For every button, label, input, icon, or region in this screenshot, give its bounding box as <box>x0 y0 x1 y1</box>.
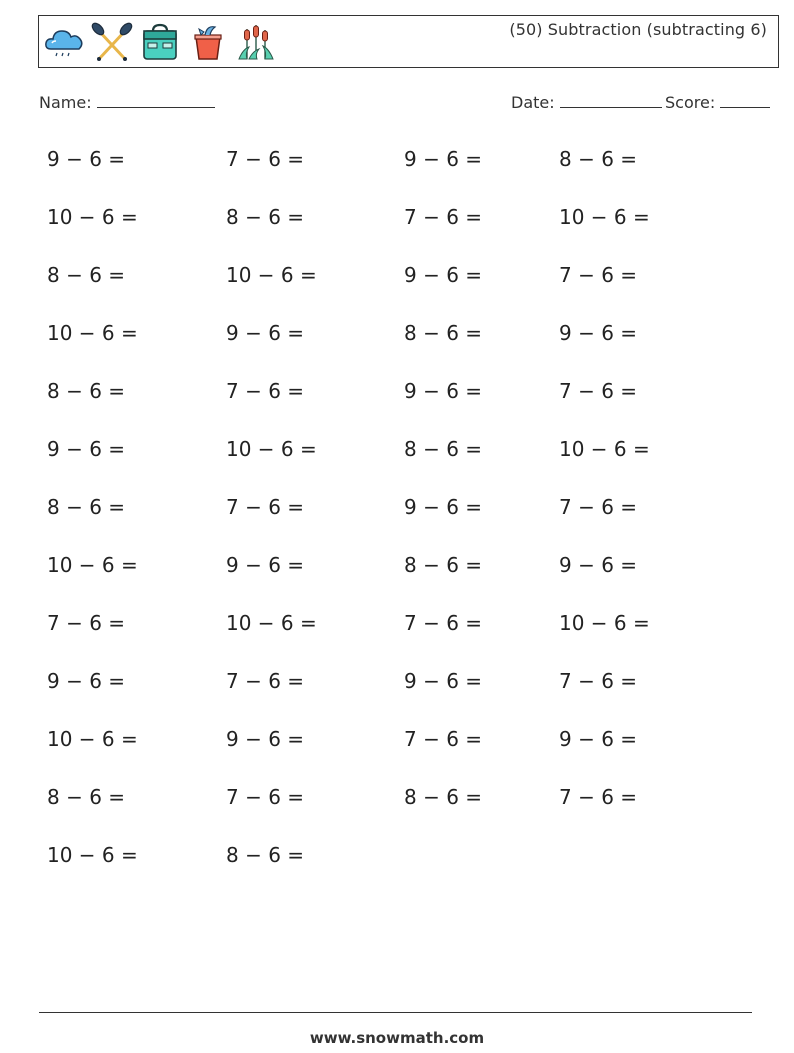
problem-item: 8 − 6 = <box>226 205 305 229</box>
name-blank[interactable] <box>97 94 215 108</box>
problem-item: 8 − 6 = <box>404 785 483 809</box>
score-label: Score: <box>665 93 716 112</box>
problem-item: 8 − 6 = <box>404 437 483 461</box>
problem-item: 10 − 6 = <box>559 437 650 461</box>
problem-item: 7 − 6 = <box>559 495 638 519</box>
problem-item: 10 − 6 = <box>559 205 650 229</box>
cattail-reeds-icon <box>235 21 277 63</box>
name-label: Name: <box>39 93 92 112</box>
fish-bucket-icon <box>187 21 229 63</box>
date-field <box>511 93 662 112</box>
problem-item: 8 − 6 = <box>47 495 126 519</box>
problem-item: 9 − 6 = <box>559 553 638 577</box>
problem-item: 9 − 6 = <box>404 263 483 287</box>
footer-site: www.snowmath.com <box>309 1029 485 1047</box>
problem-item: 8 − 6 = <box>404 553 483 577</box>
problem-item: 10 − 6 = <box>559 611 650 635</box>
problem-item: 10 − 6 = <box>47 843 138 867</box>
problem-item: 7 − 6 = <box>226 669 305 693</box>
problem-item: 8 − 6 = <box>47 785 126 809</box>
cooler-box-icon <box>139 21 181 63</box>
problem-item: 9 − 6 = <box>404 669 483 693</box>
problem-item: 7 − 6 = <box>226 147 305 171</box>
problem-item: 9 − 6 = <box>226 321 305 345</box>
problem-item: 9 − 6 = <box>404 379 483 403</box>
worksheet-header <box>38 15 779 68</box>
problem-item: 7 − 6 = <box>559 263 638 287</box>
header-icons <box>43 20 277 64</box>
problem-item: 8 − 6 = <box>559 147 638 171</box>
problem-item: 7 − 6 = <box>226 785 305 809</box>
problem-item: 7 − 6 = <box>226 379 305 403</box>
problem-item: 10 − 6 = <box>47 553 138 577</box>
problem-item: 10 − 6 = <box>47 205 138 229</box>
problem-item: 9 − 6 = <box>559 727 638 751</box>
problem-item: 7 − 6 = <box>559 669 638 693</box>
problem-item: 7 − 6 = <box>559 379 638 403</box>
problem-item: 9 − 6 = <box>559 321 638 345</box>
date-blank[interactable] <box>560 94 662 108</box>
problem-item: 8 − 6 = <box>226 843 305 867</box>
problem-item: 9 − 6 = <box>47 669 126 693</box>
score-field <box>665 93 770 112</box>
problem-item: 8 − 6 = <box>47 263 126 287</box>
problem-item: 10 − 6 = <box>47 727 138 751</box>
problem-item: 9 − 6 = <box>226 553 305 577</box>
problem-item: 7 − 6 = <box>559 785 638 809</box>
problem-item: 8 − 6 = <box>47 379 126 403</box>
problem-item: 9 − 6 = <box>47 147 126 171</box>
problem-item: 7 − 6 = <box>404 205 483 229</box>
worksheet-title: (50) Subtraction (subtracting 6) <box>509 20 767 39</box>
problem-item: 9 − 6 = <box>47 437 126 461</box>
problem-item: 10 − 6 = <box>47 321 138 345</box>
problem-item: 7 − 6 = <box>404 611 483 635</box>
rain-cloud-icon <box>43 21 85 63</box>
problem-item: 9 − 6 = <box>404 495 483 519</box>
name-field <box>39 93 215 112</box>
problem-item: 9 − 6 = <box>226 727 305 751</box>
footer-rule <box>39 1012 752 1013</box>
problem-item: 8 − 6 = <box>404 321 483 345</box>
date-label: Date: <box>511 93 555 112</box>
crossed-oars-icon <box>91 21 133 63</box>
problem-item: 10 − 6 = <box>226 437 317 461</box>
problem-item: 10 − 6 = <box>226 263 317 287</box>
problem-item: 10 − 6 = <box>226 611 317 635</box>
problem-item: 7 − 6 = <box>47 611 126 635</box>
problem-item: 9 − 6 = <box>404 147 483 171</box>
problem-item: 7 − 6 = <box>226 495 305 519</box>
problem-item: 7 − 6 = <box>404 727 483 751</box>
score-blank[interactable] <box>720 94 770 108</box>
